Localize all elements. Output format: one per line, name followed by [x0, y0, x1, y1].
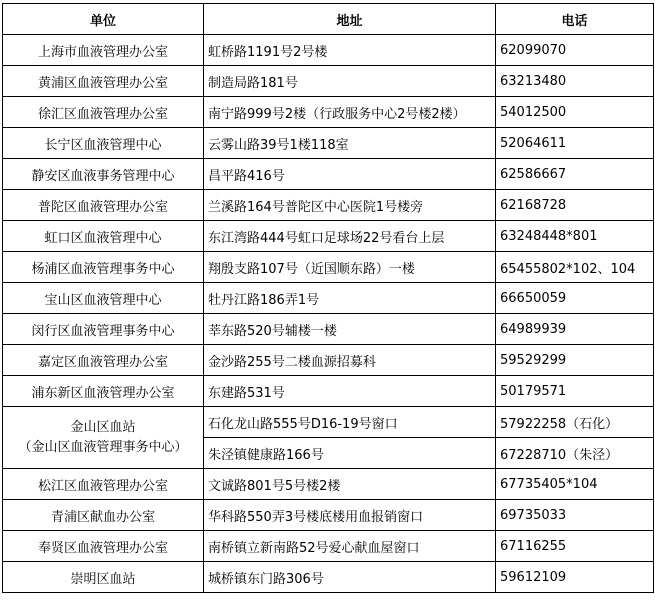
phone-cell: 59529299 — [496, 345, 654, 376]
unit-cell: 奉贤区血液管理办公室 — [3, 531, 204, 562]
header-row — [3, 4, 654, 35]
address-cell: 兰溪路164号普陀区中心医院1号楼旁 — [204, 190, 496, 221]
table-row — [3, 221, 654, 252]
unit-cell: 黄浦区血液管理办公室 — [3, 66, 204, 97]
phone-cell: 63213480 — [496, 66, 654, 97]
address-cell: 石化龙山路555号D16-19号窗口 — [204, 407, 496, 438]
phone-cell: 67735405*104 — [496, 469, 654, 500]
unit-cell: 普陀区血液管理办公室 — [3, 190, 204, 221]
address-cell: 南宁路999号2楼（行政服务中心2号楼2楼） — [204, 97, 496, 128]
table-row — [3, 376, 654, 407]
address-cell: 东建路531号 — [204, 376, 496, 407]
address-cell: 华科路550弄3号楼底楼用血报销窗口 — [204, 500, 496, 531]
table-row — [3, 314, 654, 345]
unit-cell: 松江区血液管理办公室 — [3, 469, 204, 500]
table-row — [3, 190, 654, 221]
unit-cell: 长宁区血液管理中心 — [3, 128, 204, 159]
phone-cell: 54012500 — [496, 97, 654, 128]
unit-cell: 闵行区血液管理事务中心 — [3, 314, 204, 345]
table-row — [3, 128, 654, 159]
address-cell: 文诚路801号5号楼2楼 — [204, 469, 496, 500]
phone-cell: 62168728 — [496, 190, 654, 221]
address-cell: 朱泾镇健康路166号 — [204, 438, 496, 469]
phone-cell: 63248448*801 — [496, 221, 654, 252]
address-cell: 制造局路181号 — [204, 66, 496, 97]
address-cell: 牡丹江路186弄1号 — [204, 283, 496, 314]
blood-management-directory-table — [2, 3, 654, 593]
table-row — [3, 500, 654, 531]
unit-cell-jinshan — [3, 407, 204, 469]
phone-cell: 57922258（石化） — [496, 407, 654, 438]
unit-cell: 嘉定区血液管理办公室 — [3, 345, 204, 376]
table-row — [3, 531, 654, 562]
unit-cell: 上海市血液管理办公室 — [3, 35, 204, 66]
address-cell: 南桥镇立新南路52号爱心献血屋窗口 — [204, 531, 496, 562]
address-cell: 城桥镇东门路306号 — [204, 562, 496, 593]
unit-subname-line: （金山区血液管理事务中心） — [18, 439, 188, 455]
address-cell: 昌平路416号 — [204, 159, 496, 190]
unit-cell: 青浦区献血办公室 — [3, 500, 204, 531]
phone-cell: 52064611 — [496, 128, 654, 159]
phone-cell: 69735033 — [496, 500, 654, 531]
address-cell: 虹桥路1191号2号楼 — [204, 35, 496, 66]
table-row — [3, 252, 654, 283]
address-cell: 金沙路255号二楼血源招募科 — [204, 345, 496, 376]
unit-cell: 徐汇区血液管理办公室 — [3, 97, 204, 128]
unit-cell: 浦东新区血液管理办公室 — [3, 376, 204, 407]
unit-cell: 崇明区血站 — [3, 562, 204, 593]
phone-cell: 67228710（朱泾） — [496, 438, 654, 469]
phone-cell: 67116255 — [496, 531, 654, 562]
table-row — [3, 562, 654, 593]
table-row — [3, 159, 654, 190]
phone-cell: 62099070 — [496, 35, 654, 66]
unit-cell: 虹口区血液管理中心 — [3, 221, 204, 252]
phone-cell: 50179571 — [496, 376, 654, 407]
phone-cell: 66650059 — [496, 283, 654, 314]
column-header-unit: 单位 — [3, 4, 204, 35]
phone-cell: 65455802*102、104 — [496, 252, 654, 283]
table-row — [3, 97, 654, 128]
table-row-jinshan — [3, 407, 654, 438]
phone-cell: 64989939 — [496, 314, 654, 345]
phone-cell: 62586667 — [496, 159, 654, 190]
unit-cell: 杨浦区血液管理事务中心 — [3, 252, 204, 283]
table-row — [3, 345, 654, 376]
table-row — [3, 35, 654, 66]
column-header-address: 地址 — [204, 4, 496, 35]
address-cell: 翔殷支路107号（近国顺东路）一楼 — [204, 252, 496, 283]
table-row — [3, 469, 654, 500]
column-header-phone: 电话 — [496, 4, 654, 35]
address-cell: 云雾山路39号1楼118室 — [204, 128, 496, 159]
table-row — [3, 283, 654, 314]
phone-cell: 59612109 — [496, 562, 654, 593]
table-row — [3, 66, 654, 97]
unit-name-line: 金山区血站 — [70, 419, 136, 435]
address-cell: 莘东路520号辅楼一楼 — [204, 314, 496, 345]
address-cell: 东江湾路444号虹口足球场22号看台上层 — [204, 221, 496, 252]
unit-cell: 静安区血液事务管理中心 — [3, 159, 204, 190]
unit-cell: 宝山区血液管理中心 — [3, 283, 204, 314]
